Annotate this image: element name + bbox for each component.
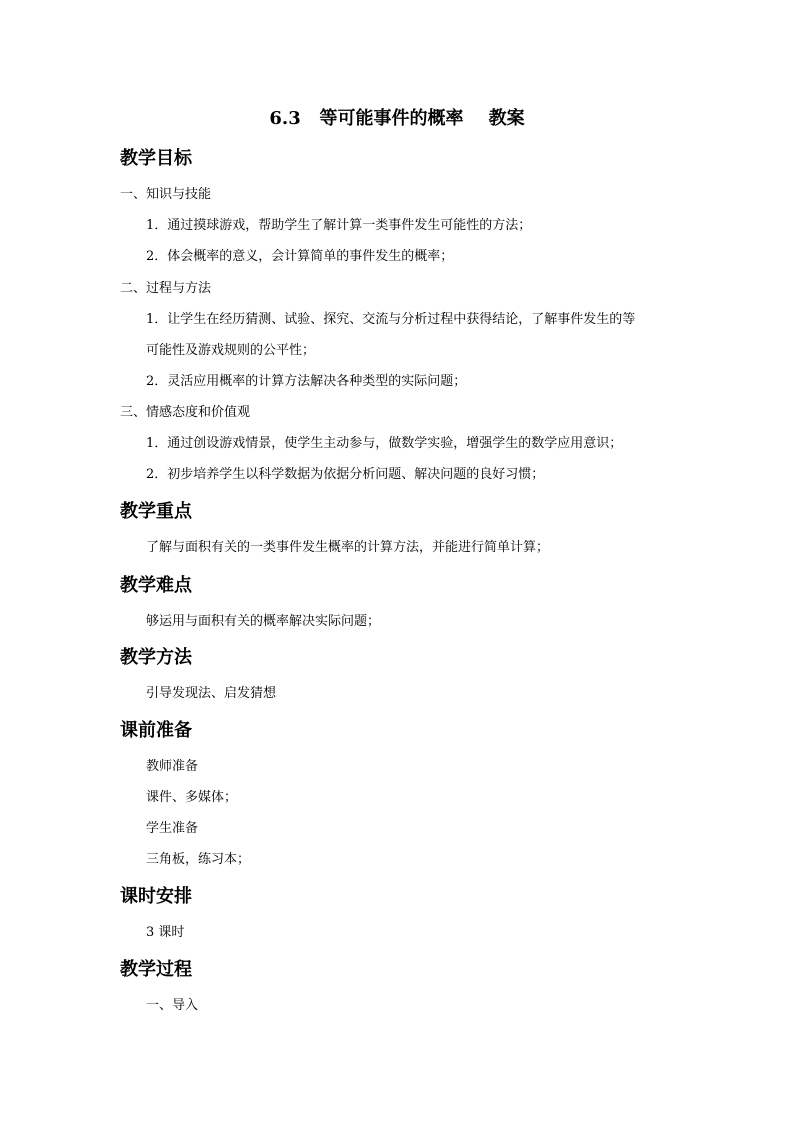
document-title: 6.3 等可能事件的概率 教案: [269, 108, 525, 129]
section-knowledge-skills: 一、知识与技能: [120, 187, 212, 202]
heading-preparation: 课前准备: [120, 720, 192, 741]
process-item: 一、导入: [146, 998, 199, 1013]
key-points-text: 了解与面积有关的一类事件发生概率的计算方法，并能进行简单计算；: [146, 540, 550, 555]
methods-text: 引导发现法、启发猜想: [146, 686, 277, 701]
preparation-item: 教师准备: [146, 759, 199, 774]
preparation-item: 学生准备: [146, 821, 199, 836]
objective-item: 2．灵活应用概率的计算方法解决各种类型的实际问题；: [146, 374, 467, 389]
heading-schedule: 课时安排: [120, 886, 192, 907]
heading-process: 教学过程: [120, 959, 192, 980]
preparation-item: 课件、多媒体；: [146, 790, 238, 805]
objective-item: 1．通过摸球游戏，帮助学生了解计算一类事件发生可能性的方法；: [146, 218, 532, 233]
objective-item-continued: 可能性及游戏规则的公平性；: [146, 343, 316, 358]
heading-difficulties: 教学难点: [120, 575, 192, 596]
section-attitude-values: 三、情感态度和价值观: [120, 405, 251, 420]
objective-item: 1．通过创设游戏情景，使学生主动参与，做数学实验，增强学生的数学应用意识；: [146, 436, 623, 451]
difficulties-text: 够运用与面积有关的概率解决实际问题；: [146, 614, 381, 629]
objective-item: 2．体会概率的意义，会计算简单的事件发生的概率；: [146, 249, 454, 264]
objective-item: 2．初步培养学生以科学数据为依据分析问题、解决问题的良好习惯；: [146, 467, 545, 482]
heading-objectives: 教学目标: [120, 148, 192, 169]
section-process-method: 二、过程与方法: [120, 281, 212, 296]
objective-item: 1．让学生在经历猜测、试验、探究、交流与分析过程中获得结论，了解事件发生的等: [146, 312, 636, 327]
schedule-text: 3 课时: [146, 925, 185, 940]
heading-methods: 教学方法: [120, 647, 192, 668]
heading-key-points: 教学重点: [120, 501, 192, 522]
preparation-item: 三角板，练习本；: [146, 852, 251, 867]
